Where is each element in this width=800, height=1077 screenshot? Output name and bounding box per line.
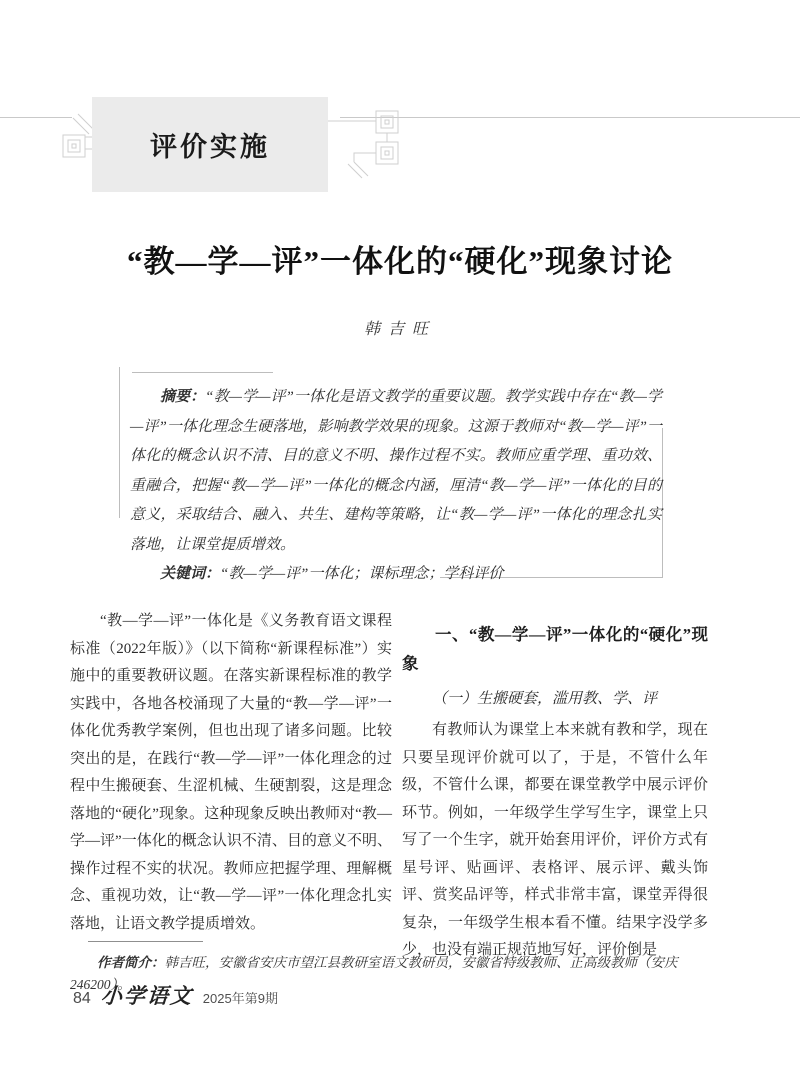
column-left xyxy=(70,608,392,965)
abstract-text: “教—学—评”一体化是语文教学的重要议题。教学实践中存在“教—学—评”一体化理念生硬落地，影响教学效果的现象。这源于教师对“教—学—评”一体化的概念认识不清、目的意义不明、操作过程不实。教师应重学理、重功效、重融合，把握“教—学—评”一体化的概念内涵，厘清“教—学—评”一体化的目的意义，采取结合、融入、共生、建构等策略，让“教—学—评”一体化的理念扎实落地，让课堂提质增效。 xyxy=(130,389,662,553)
abstract-bracket-left-vertical xyxy=(119,367,120,518)
section1-subheading: （一）生搬硬套，滥用教、学、评 xyxy=(432,691,658,707)
abstract-block xyxy=(130,383,662,590)
column-right xyxy=(402,608,708,965)
footnote-rule xyxy=(88,941,203,942)
category-badge xyxy=(92,97,328,192)
body-columns xyxy=(70,608,708,965)
section1-heading: 一、“教—学—评”一体化的“硬化”现象 xyxy=(402,625,708,673)
issue-info: 2025年第9期 xyxy=(202,991,278,1006)
abstract-label: 摘要： xyxy=(160,389,206,405)
journal-logo: 小学语文 xyxy=(99,984,194,1008)
author-bio-label: 作者简介： xyxy=(97,955,165,970)
intro-paragraph: “教—学—评”一体化是《义务教育语文课程标准（2022年版）》（以下简称“新课程标准”）实施中的重要教研议题。在落实新课程标准的教学实践中，各地各校涌现了大量的“教—学—评”一体化优秀教学案例，但也出现了诸多问题。比较突出的是，在践行“教—学—评”一体化理念的过程中生搬硬套、生涩机械、生硬割裂，这是理念落地的“硬化”现象。这种现象反映出教师对“教—学—评”一体化的概念认识不清、目的意义不明、操作过程不实的状况。教师应把握学理、理解概念、重视功效，让“教—学—评”一体化理念扎实落地，让语文教学提质增效。 xyxy=(70,613,392,932)
article-author: 韩吉旺 xyxy=(363,321,436,338)
abstract-bracket-top-horizontal xyxy=(132,372,273,373)
keywords-label: 关键词： xyxy=(160,566,221,582)
category-label: 评价实施 xyxy=(150,132,270,162)
page-number: 84 xyxy=(73,990,91,1007)
page-footer-row xyxy=(73,980,473,1010)
abstract-paragraph xyxy=(130,383,662,560)
author-bio-text: 韩吉旺，安徽省安庆市望江县教研室语文教研员，安徽省特级教师、正高级教师（安庆 246200）。 xyxy=(70,955,691,992)
article-title: “教—学—评”一体化的“硬化”现象讨论 xyxy=(127,244,673,279)
section1-paragraph: 有教师认为课堂上本来就有教和学，现在只要呈现评价就可以了，于是，不管什么年级，不管什么课，都要在课堂教学中展示评价环节。例如，一年级学生学写生字，课堂上只写了一个生字，就开始套用评价，评价方式有星号评、贴画评、表格评、展示评、戴头饰评、赏奖品评等，样式非常丰富，课堂弄得很复杂，一年级学生根本看不懂。结果字没学多少，也没有端正规范地写好，评价倒是 xyxy=(402,722,708,958)
keywords-paragraph xyxy=(130,560,662,590)
keywords-text: “教—学—评”一体化；课标理念；学科评价 xyxy=(220,566,504,582)
abstract-bracket-right-vertical xyxy=(662,428,663,578)
